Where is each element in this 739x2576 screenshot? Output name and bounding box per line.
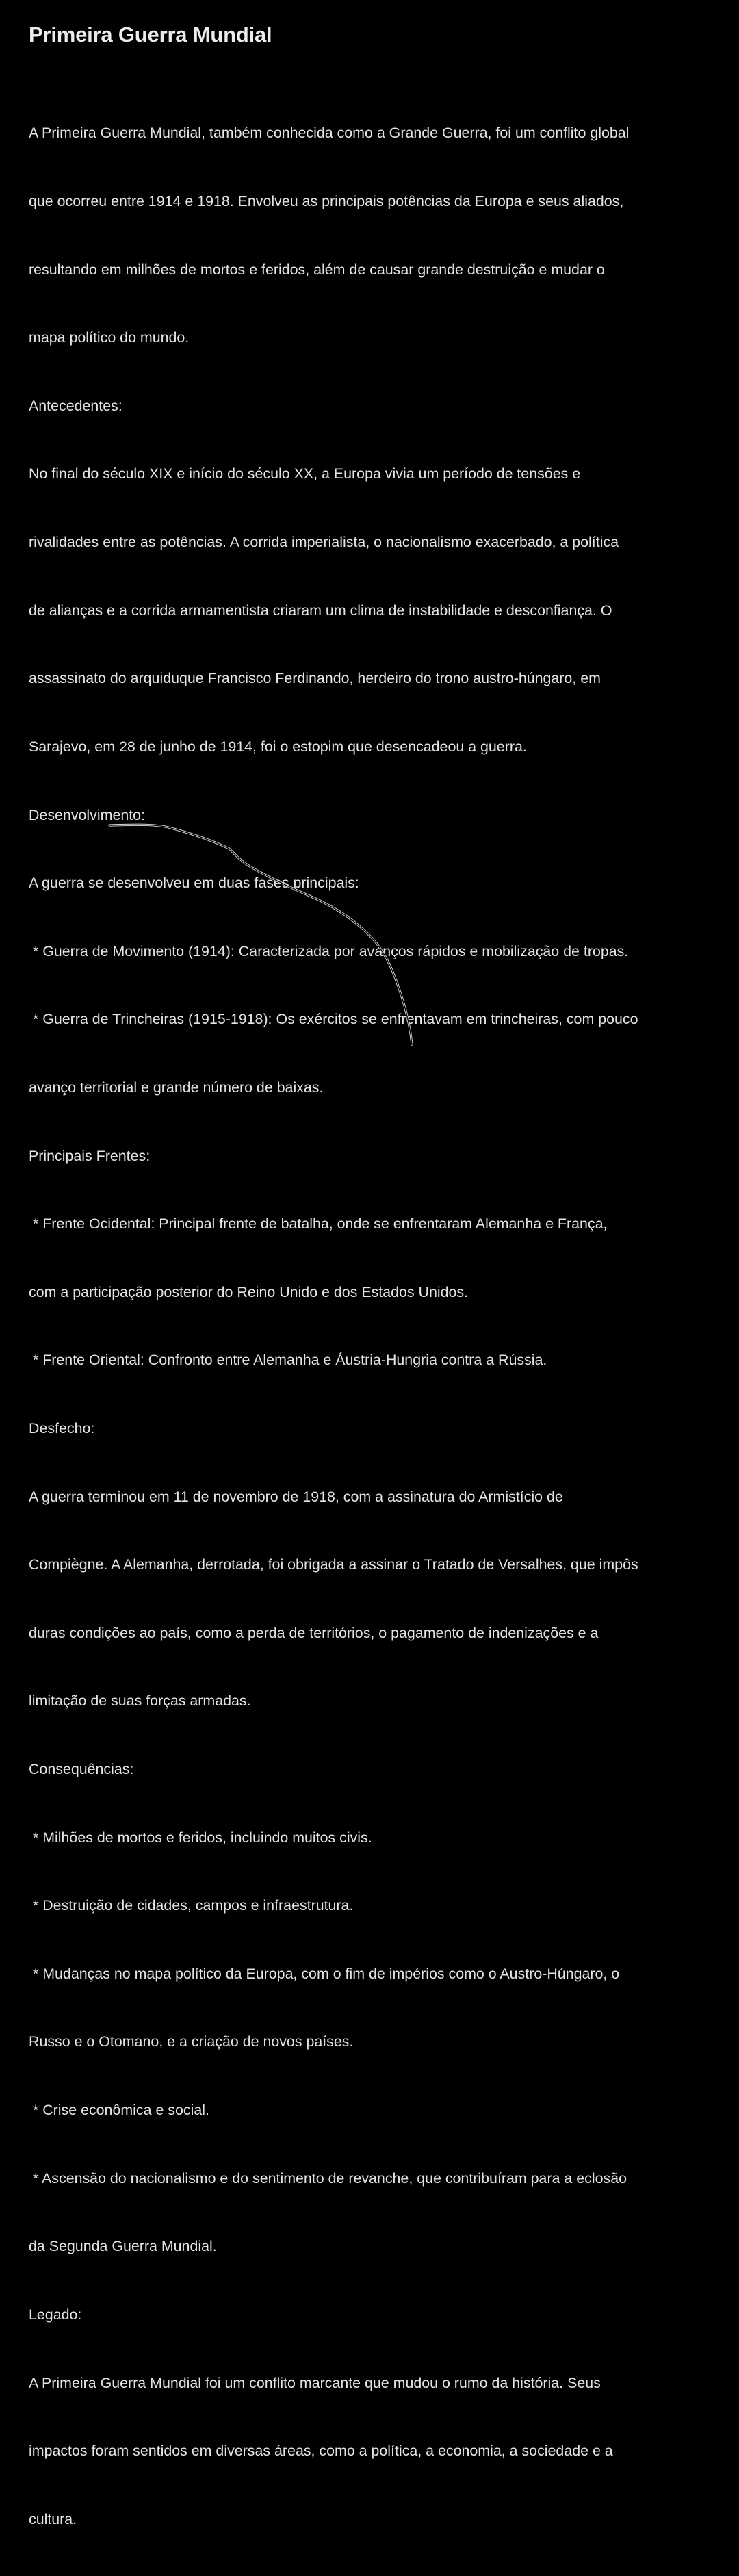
section-heading-antecedentes: Antecedentes: bbox=[29, 397, 122, 414]
bullet-item: * Frente Oriental: Confronto entre Alemanha e Áustria-Hungria contra a Rússia. bbox=[29, 1352, 547, 1369]
text-line: avanço territorial e grande número de baixas. bbox=[29, 1079, 324, 1096]
page-title: Primeira Guerra Mundial bbox=[29, 23, 272, 47]
bullet-item: * Destruição de cidades, campos e infraestrutura. bbox=[29, 1897, 354, 1914]
text-line: No final do século XIX e início do século XX, a Europa vivia um período de tensões e bbox=[29, 465, 581, 482]
text-line: com a participação posterior do Reino Unido e dos Estados Unidos. bbox=[29, 1283, 469, 1300]
text-line: impactos foram sentidos em diversas áreas, como a política, a economia, a sociedade e a bbox=[29, 2443, 613, 2460]
text-line: Compiègne. A Alemanha, derrotada, foi obrigada a assinar o Tratado de Versalhes, que impôs bbox=[29, 1556, 638, 1573]
section-heading-desfecho: Desfecho: bbox=[29, 1419, 95, 1437]
text-line: resultando em milhões de mortos e feridos, além de causar grande destruição e mudar o bbox=[29, 261, 605, 278]
text-line: assassinato do arquiduque Francisco Ferdinando, herdeiro do trono austro-húngaro, em bbox=[29, 670, 601, 687]
document bbox=[29, 21, 720, 2576]
bullet-item: * Ascensão do nacionalismo e do sentimento de revanche, que contribuíram para a eclosão bbox=[29, 2169, 627, 2187]
bullet-item: * Guerra de Movimento (1914): Caracterizada por avanços rápidos e mobilização de tropas. bbox=[29, 942, 629, 959]
bullet-item: * Mudanças no mapa político da Europa, com o fim de impérios como o Austro-Húngaro, o bbox=[29, 1965, 620, 1982]
text-line: Sarajevo, em 28 de junho de 1914, foi o estopim que desencadeou a guerra. bbox=[29, 738, 527, 755]
document-body bbox=[29, 77, 720, 2576]
section-heading-legado: Legado: bbox=[29, 2306, 82, 2323]
text-line: que ocorreu entre 1914 e 1918. Envolveu as principais potências da Europa e seus aliados, bbox=[29, 193, 624, 210]
bullet-item: * Frente Ocidental: Principal frente de batalha, onde se enfrentaram Alemanha e França, bbox=[29, 1215, 608, 1233]
section-heading-consequencias: Consequências: bbox=[29, 1761, 134, 1778]
bullet-item: * Milhões de mortos e feridos, incluindo muitos civis. bbox=[29, 1829, 372, 1846]
text-line: cultura. bbox=[29, 2510, 77, 2527]
text-line: duras condições ao país, como a perda de territórios, o pagamento de indenizações e a bbox=[29, 1624, 599, 1641]
text-line: Russo e o Otomano, e a criação de novos países. bbox=[29, 2033, 354, 2050]
text-line: A guerra terminou em 11 de novembro de 1918, com a assinatura do Armistício de bbox=[29, 1488, 563, 1505]
bullet-item: * Crise econômica e social. bbox=[29, 2102, 209, 2119]
text-line: mapa político do mundo. bbox=[29, 329, 190, 346]
section-heading-desenvolvimento: Desenvolvimento: bbox=[29, 806, 146, 823]
text-line: A Primeira Guerra Mundial, também conhecida como a Grande Guerra, foi um conflito global bbox=[29, 125, 630, 142]
text-line: A Primeira Guerra Mundial foi um conflito marcante que mudou o rumo da história. Seus bbox=[29, 2374, 601, 2391]
bullet-item: * Guerra de Trincheiras (1915-1918): Os exércitos se enfrentavam em trincheiras, com pouco bbox=[29, 1011, 638, 1028]
text-line: A guerra se desenvolveu em duas fases principais: bbox=[29, 875, 359, 892]
text-line: de alianças e a corrida armamentista criaram um clima de instabilidade e desconfiança. O bbox=[29, 602, 612, 619]
text-line: rivalidades entre as potências. A corrida imperialista, o nacionalismo exacerbado, a política bbox=[29, 534, 619, 551]
text-line: da Segunda Guerra Mundial. bbox=[29, 2238, 217, 2255]
section-heading-principais-frentes: Principais Frentes: bbox=[29, 1147, 151, 1164]
text-line: limitação de suas forças armadas. bbox=[29, 1692, 251, 1710]
